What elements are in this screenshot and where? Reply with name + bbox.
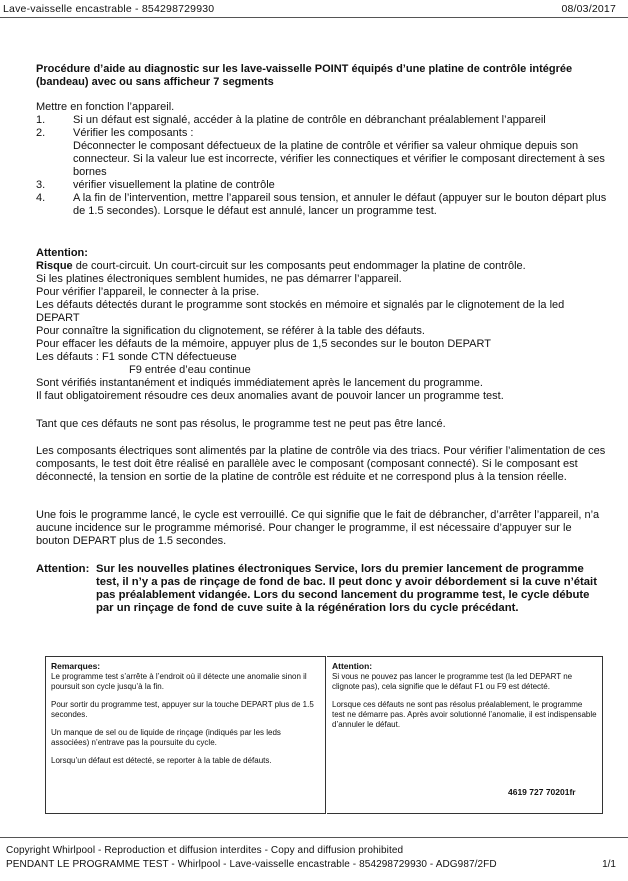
attention-line: Pour effacer les défauts de la mémoire, appuyer plus de 1,5 secondes sur le bouton DEPART — [36, 338, 491, 350]
step-item — [36, 192, 608, 218]
remarque-item: Un manque de sel ou de liquide de rinçage (indiqués par les leds associées) n’entrave pas la poursuite du cycle. — [51, 728, 281, 747]
step-text: Vérifier les composants : — [73, 127, 194, 139]
remarques-heading: Remarques: — [51, 661, 101, 671]
intro-text: Mettre en fonction l’appareil. — [36, 101, 175, 113]
remarques-box — [45, 656, 326, 814]
procedure-title: Procédure d’aide au diagnostic sur les lave-vaisselle POINT équipés d’une platine de contrôle intégrée (bandeau) avec ou sans afficheur 7 segments — [36, 63, 573, 88]
defaut-f9: F9 entrée d’eau continue — [129, 364, 251, 376]
defauts-line — [36, 351, 608, 364]
attention-service-label: Attention: — [36, 563, 90, 575]
header-date: 08/03/2017 — [561, 3, 616, 15]
step-number — [36, 140, 73, 179]
remarque-item: Lorsqu’un défaut est détecté, se reporter à la table de défauts. — [51, 756, 272, 765]
paragraph-tant-que: Tant que ces défauts ne sont pas résolus, le programme test ne peut pas être lancé. — [36, 418, 446, 430]
risque-text — [36, 260, 608, 273]
attention-box-item: Si vous ne pouvez pas lancer le programme test (la led DEPART ne clignote pas), cela signifie que le défaut F1 ou F9 est détecté. — [332, 672, 573, 691]
attention-line: Il faut obligatoirement résoudre ces deux anomalies avant de pouvoir lancer un programme test. — [36, 390, 504, 402]
attention-section — [36, 247, 608, 403]
remarque-item: Pour sortir du programme test, appuyer sur la touche DEPART plus de 1.5 secondes. — [51, 700, 314, 719]
attention-box-item: Lorsque ces défauts ne sont pas résolus préalablement, le programme test ne démarre pas. Après avoir solutionné l’anomalie, il est indispensable d’annuler le défaut. — [332, 700, 597, 729]
step-item — [36, 140, 608, 179]
step-item — [36, 127, 608, 140]
footer-document-ref: PENDANT LE PROGRAMME TEST - Whirlpool - Lave-vaisselle encastrable - 854298729930 - ADG987/2FD — [6, 859, 497, 870]
step-text: A la fin de l’intervention, mettre l’appareil sous tension, et annuler le défaut (appuyer sur le bouton départ plus de 1.5 secondes). Lorsque le défaut est annulé, lancer un programme test. — [73, 192, 607, 217]
paragraph-programme-lance: Une fois le programme lancé, le cycle est verrouillé. Ce qui signifie que le fait de débrancher, d’arrêter l’appareil, n’a aucune incidence sur le programme mémorisé. Pour changer le programme, il est nécessaire d’appuyer sur le bouton DEPART plus de 1.5 secondes. — [36, 509, 600, 547]
defauts-label: Les défauts : — [36, 351, 103, 363]
risque-rest: de court-circuit. Un court-circuit sur les composants peut endommager la platine de contrôle. — [72, 260, 526, 272]
attention-line: Si les platines électroniques semblent humides, ne pas démarrer l’appareil. — [36, 273, 402, 285]
step-text: Si un défaut est signalé, accéder à la platine de contrôle en débranchant préalablement l’appareil — [73, 114, 546, 126]
step-text: vérifier visuellement la platine de contrôle — [73, 179, 275, 191]
attention-heading: Attention: — [36, 247, 88, 259]
step-item — [36, 114, 608, 127]
step-number: 3. — [36, 179, 46, 191]
defaut-f1: F1 sonde CTN défectueuse — [102, 351, 237, 363]
step-item — [36, 179, 608, 192]
attention-line: Sont vérifiés instantanément et indiqués immédiatement après le lancement du programme. — [36, 377, 483, 389]
footer-divider — [0, 837, 628, 838]
step-text: Déconnecter le composant défectueux de la platine de contrôle et vérifier sa valeur ohmique depuis son connecteur. Si la valeur lue est incorrecte, vérifier les connectiques et vérifier le composant directement à ses bornes — [73, 140, 605, 178]
attention-box-heading: Attention: — [332, 661, 373, 671]
attention-service — [36, 563, 608, 615]
page-number: 1/1 — [602, 859, 616, 870]
procedure-steps — [36, 101, 608, 218]
header-divider — [0, 17, 628, 18]
paragraph-composants: Les composants électriques sont alimentés par la platine de contrôle via des triacs. Pour vérifier l’alimentation de ces composants, le test doit être réalisé en parallèle avec le composant (composant connecté). Si le composant est déconnecté, la tension en sortie de la platine de contrôle est réduite et ne correspond plus à la tension réelle. — [36, 445, 606, 483]
footer-copyright: Copyright Whirlpool - Reproduction et diffusion interdites - Copy and diffusion prohibited — [6, 845, 404, 856]
attention-service-text: Sur les nouvelles platines électroniques Service, lors du premier lancement de programme test, il n’y a pas de rinçage de fond de bac. Il peut donc y avoir débordement si la cuve n’était pas préalablement vidangée. Lors du second lancement du programme test, le cycle débute par un rinçage de fond de cuve suite à la régénération lors du cycle précédant. — [96, 563, 597, 614]
document-code: 4619 727 70201fr — [508, 787, 576, 797]
risque-word: Risque — [36, 260, 73, 272]
header-document-title: Lave-vaisselle encastrable - 854298729930 — [3, 3, 215, 15]
step-number: 4. — [36, 192, 46, 204]
step-number: 1. — [36, 114, 46, 126]
attention-line: Pour vérifier l’appareil, le connecter à la prise. — [36, 286, 260, 298]
attention-line: Les défauts détectés durant le programme sont stockés en mémoire et signalés par le clignotement de la led DEPART — [36, 299, 565, 324]
attention-line: Pour connaître la signification du clignotement, se référer à la table des défauts. — [36, 325, 425, 337]
remarque-item: Le programme test s’arrête à l’endroit où il détecte une anomalie sinon il poursuit son cycle jusqu’à la fin. — [51, 672, 307, 691]
step-number: 2. — [36, 127, 46, 139]
